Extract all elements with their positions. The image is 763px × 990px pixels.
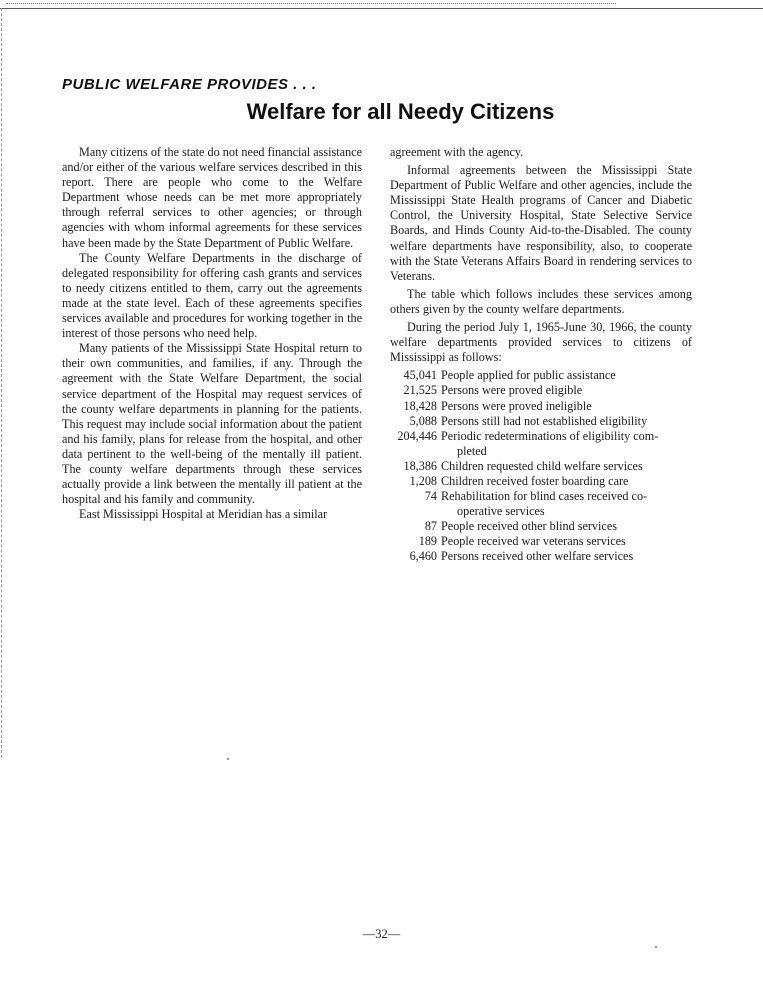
stat-label-continued: pleted [457,443,487,458]
stat-label: Children requested child welfare services [441,458,643,473]
list-item [390,474,692,489]
stat-number: 204,446 [397,428,437,443]
stat-text [441,489,692,519]
paragraph: East Mississippi Hospital at Meridian has a similar [79,507,328,522]
paragraph: The table which follows includes these services among others given by the county welfare departments. [390,286,692,316]
list-item [390,519,692,534]
paragraph: agreement with the agency. [390,145,524,159]
stat-label: Persons were proved eligible [441,383,583,398]
paragraph: During the period July 1, 1965-June 30, 1966, the county welfare departments provided services to citizens of Mississippi as follows: [390,320,692,365]
list-item [390,429,692,459]
stat-label: Rehabilitation for blind cases received co- [441,489,648,504]
stat-number: 45,041 [403,368,437,383]
paragraph: Many citizens of the state do not need financial assistance and/or either of the various welfare services described in this report. There are people who come to the Welfare Department whose needs can be met more appropriately through referral services to other agencies; or through agencies with whom informal agreements for these services have been made by the State Department of Public Welfare. [62,145,362,250]
stat-number: 18,428 [403,398,437,413]
stat-text [441,429,692,459]
stat-label: Periodic redeterminations of eligibility com- [441,428,659,443]
page-number: —32— [362,927,401,941]
stat-label: Children received foster boarding care [441,473,629,488]
list-item [390,549,692,564]
list-item [390,399,692,414]
stat-text [441,414,692,429]
stat-text [441,534,692,549]
stat-number: 5,088 [409,413,437,428]
list-item [390,459,692,474]
list-item [390,534,692,549]
stat-text [441,399,692,414]
stat-label: People applied for public assistance [441,368,616,383]
print-speck [655,946,657,948]
section-kicker: PUBLIC WELFARE PROVIDES . . . [62,76,317,93]
list-item [390,489,692,519]
stat-label-continued: operative services [457,504,545,519]
stat-text [441,368,692,383]
stat-number: 74 [424,489,437,504]
stat-label: Persons were proved ineligible [441,398,592,413]
stat-label: Persons still had not established eligibility [441,413,648,428]
list-item [390,414,692,429]
stat-number: 18,386 [403,458,437,473]
stat-text [441,459,692,474]
list-item [390,368,692,383]
stat-number: 189 [418,534,437,549]
stat-number: 6,460 [409,549,437,564]
stat-text [441,383,692,398]
stat-number: 1,208 [409,473,437,488]
stat-text [441,549,692,564]
page-title-text: Welfare for all Needy Citizens [246,99,555,124]
paragraph: The County Welfare Departments in the discharge of delegated responsibility for offering cash grants and services to needy citizens entitled to them, carry out the agreements made at the state level. Each of these agreements specifies services available and procedures for working together in the interest of those persons who need help. [62,250,362,341]
stat-text [441,519,692,534]
list-item [390,383,692,398]
paragraph: Many patients of the Mississippi State Hospital return to their own communities, and families, if any. Through the agreement with the State Welfare Department, the social service department of the Hospital may request services of the county welfare departments in planning for the patients. This request may include social information about the patient and his family, plans for release from the hospital, and other data pertinent to the well-being of the mentally ill patient. The county welfare departments through these services actually provide a link between the mentally ill patient at the hospital and his family and community. [62,341,362,507]
paragraph: Informal agreements between the Mississippi State Department of Public Welfare and other agencies, include the Mississippi State Health programs of Cancer and Diabetic Control, the University Hospital, State Selective Service Boards, and Hinds County Aid-to-the-Disabled. The county welfare departments have responsibility, also, to cooperate with the State Veterans Affairs Board in rendering services to Veterans. [390,163,692,283]
perforation-dots [6,3,616,4]
page-title [0,99,763,125]
page-top-border [0,0,763,9]
stat-label: Persons received other welfare services [441,549,634,564]
stat-label: People received war veterans services [441,534,626,549]
services-list [390,368,692,564]
stat-number: 87 [424,519,437,534]
print-speck [227,758,229,760]
stat-number: 21,525 [403,383,437,398]
right-column [390,145,692,565]
stat-text [441,474,692,489]
left-column [62,145,362,522]
stat-label: People received other blind services [441,519,617,534]
